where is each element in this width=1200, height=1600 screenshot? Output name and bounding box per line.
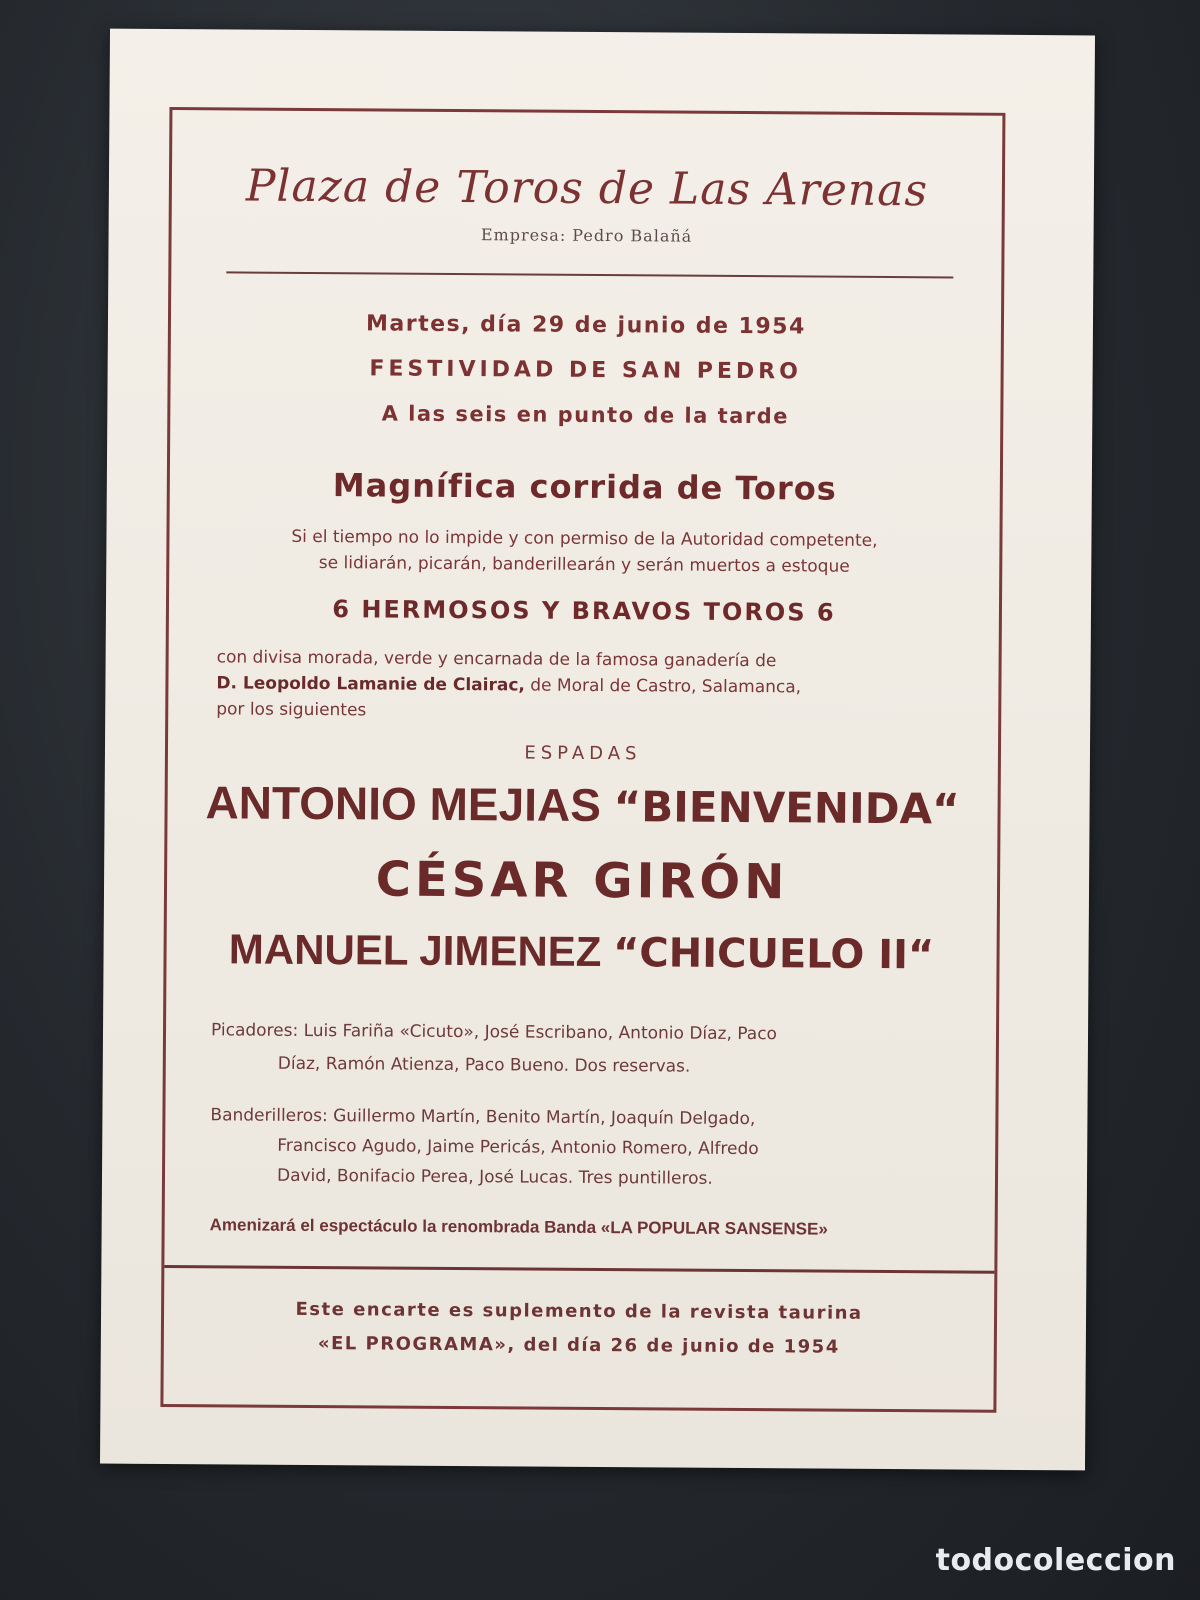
banderilleros-line-1: Banderilleros: Guillermo Martín, Benito Martín, Joaquín Delgado, (210, 1105, 756, 1130)
festivity-line: FESTIVIDAD DE SAN PEDRO (369, 356, 802, 385)
torero-2: CÉSAR GIRÓN (375, 851, 789, 911)
time-line: A las seis en punto de la tarde (381, 401, 790, 429)
poster-frame (160, 107, 1005, 1413)
empresa-line: Empresa: Pedro Balañá (480, 225, 693, 246)
torero-1-nick: “BIENVENIDA“ (613, 782, 960, 834)
title-divider (226, 271, 953, 278)
banda-line: Amenizará el espectáculo la renombrada Banda «LA POPULAR SANSENSE» (209, 1215, 828, 1239)
permission-line-2: se lidiarán, picarán, banderillearán y serán muertos a estoque (318, 553, 850, 577)
poster-title: Plaza de Toros de Las Arenas (245, 160, 929, 217)
date-line: Martes, día 29 de junio de 1954 (365, 311, 806, 340)
torero-1-name: ANTONIO MEJIAS (205, 776, 614, 832)
footer-line-1: Este encarte es suplemento de la revista taurina (295, 1298, 863, 1324)
headline: Magnífica corrida de Toros (332, 466, 837, 508)
ganaderia-owner: D. Leopoldo Lamanie de Clairac, (216, 673, 525, 696)
bulls-line: 6 HERMOSOS Y BRAVOS TOROS 6 (332, 595, 836, 627)
picadores-line-2: Díaz, Ramón Atienza, Paco Bueno. Dos reservas. (277, 1053, 691, 1077)
banderilleros-line-3: David, Bonifacio Perea, José Lucas. Tres puntilleros. (276, 1165, 713, 1189)
ganaderia-place: de Moral de Castro, Salamanca, (524, 675, 802, 698)
banderilleros-line-2: Francisco Agudo, Jaime Pericás, Antonio Romero, Alfredo (277, 1135, 759, 1160)
torero-3 (166, 925, 996, 979)
footer-line-2: «EL PROGRAMA», del día 26 de junio de 1954 (317, 1333, 840, 1358)
espadas-label: ESPADAS (524, 742, 642, 765)
torero-3-name: MANUEL JIMENEZ (228, 925, 614, 976)
footer-divider (164, 1265, 994, 1274)
permission-text (217, 523, 951, 580)
ganaderia-line-3: por los siguientes (216, 699, 367, 721)
watermark-logo: todocoleccion (935, 1543, 1176, 1578)
picadores-line-1: Picadores: Luis Fariña «Cicuto», José Escribano, Antonio Díaz, Paco (210, 1020, 778, 1045)
ganaderia-line-1: con divisa morada, verde y encarnada de la famosa ganadería de (216, 647, 777, 672)
torero-3-nick: “CHICUELO II“ (612, 930, 935, 979)
poster-sheet (100, 29, 1095, 1471)
permission-line-1: Si el tiempo no lo impide y con permiso de la Autoridad competente, (291, 526, 878, 551)
torero-1 (167, 775, 997, 835)
ganaderia-text (216, 644, 951, 727)
